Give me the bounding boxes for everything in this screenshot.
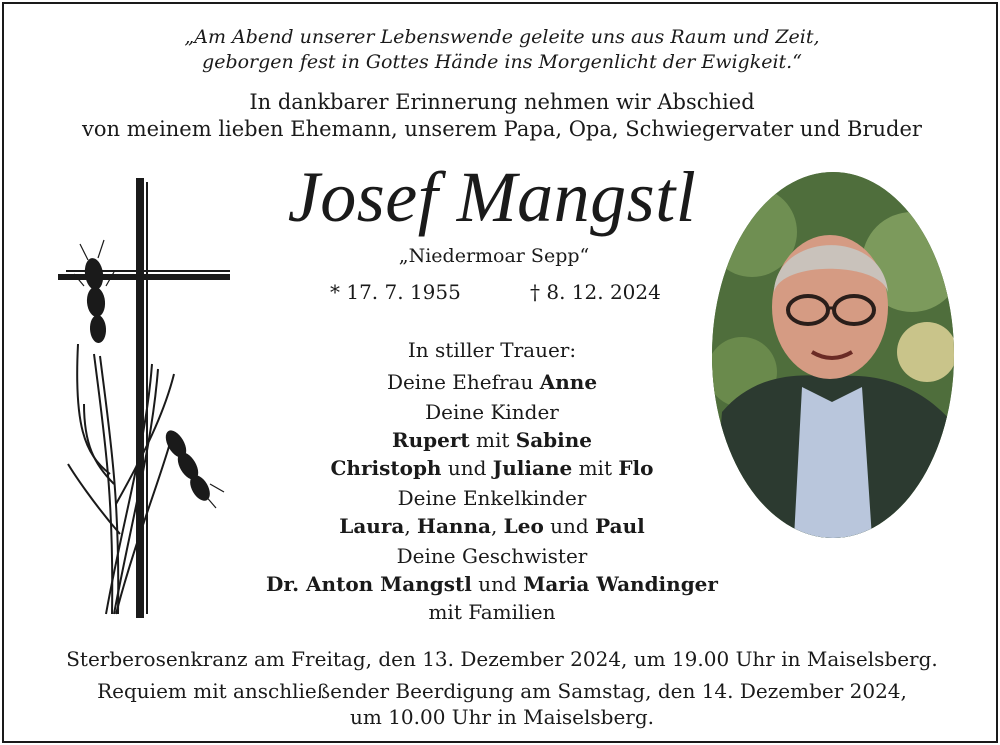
birth-date: * 17. 7. 1955 [330,280,461,304]
intro-line-2: von meinem lieben Ehemann, unserem Papa, Opa, Schwiegervater und Bruder [82,117,922,141]
families-line: mit Familien [428,600,556,624]
cross-with-wheat-icon [54,174,234,620]
obituary-card [2,2,998,743]
spouse-name: Anne [539,370,598,394]
child-1-name: Rupert [391,428,470,452]
connector-mit: mit [476,428,510,452]
grandchildren-label: Deine Enkelkinder [397,486,587,510]
grandchildren-line [202,514,782,538]
spouse-label: Deine Ehefrau [386,370,534,394]
child-2-name: Christoph [330,456,442,480]
children-label: Deine Kinder [425,400,559,424]
quote-line-1: „Am Abend unserer Lebenswende geleite uns aus Raum und Zeit, [184,26,820,48]
nickname: „Niedermoar Sepp“ [398,245,590,267]
intro-line-1: In dankbarer Erinnerung nehmen wir Abschied [249,90,755,114]
child-2-line [202,456,782,480]
child-1-line [202,428,782,452]
requiem-notice-line-2: um 10.00 Uhr in Maiselsberg. [349,705,655,729]
siblings-label: Deine Geschwister [396,544,588,568]
quote-line-2: geborgen fest in Gottes Hände ins Morgenlicht der Ewigkeit.“ [202,51,802,73]
sibling-2-name: Maria Wandinger [523,572,718,596]
mourners-heading: In stiller Trauer: [407,338,577,362]
grandchild-4-name: Paul [595,514,645,538]
death-date: † 8. 12. 2024 [530,280,661,304]
deceased-name: Josef Mangstl [287,157,697,237]
rosary-notice: Sterberosenkranz am Freitag, den 13. Dezember 2024, um 19.00 Uhr in Maiselsberg. [66,647,938,671]
connector-und: und [478,572,517,596]
connector-und: und [550,514,589,538]
grandchild-3-name: Leo [503,514,544,538]
grandchild-1-name: Laura [339,514,405,538]
separator-comma: , [490,514,498,538]
separator-comma: , [404,514,411,538]
siblings-line [202,572,782,596]
child-2-partner-name: Juliane [492,456,573,480]
requiem-notice-line-1: Requiem mit anschließender Beerdigung am Samstag, den 14. Dezember 2024, [97,679,907,703]
child-2-extra-name: Flo [618,456,654,480]
mourner-spouse-line [202,370,782,394]
child-1-partner-name: Sabine [515,428,593,452]
connector-und: und [447,456,487,480]
connector-mit: mit [578,456,612,480]
grandchild-2-name: Hanna [417,514,491,538]
portrait-photo [712,172,954,538]
sibling-1-name: Dr. Anton Mangstl [266,572,472,596]
